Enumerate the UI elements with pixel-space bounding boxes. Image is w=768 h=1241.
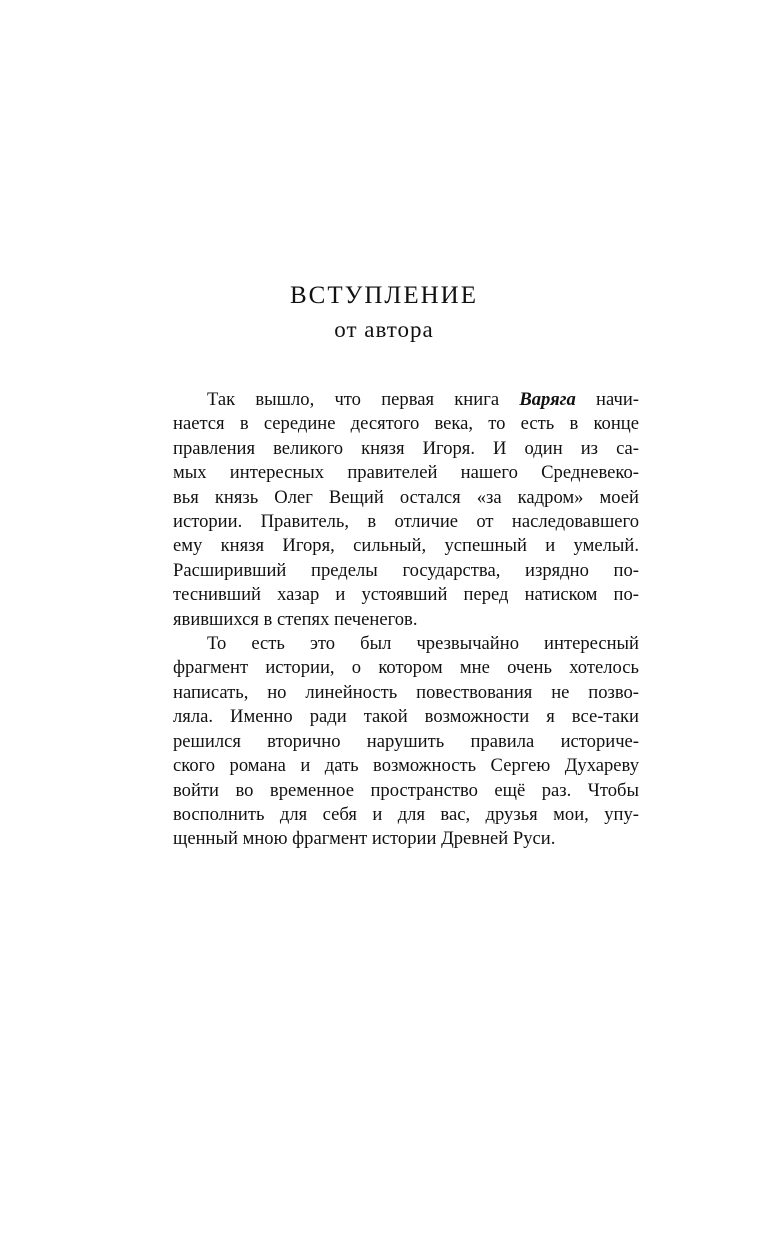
text-line	[173, 388, 639, 412]
text-line: нается в середине десятого века, то есть в конце	[173, 413, 639, 435]
text-line: ему князя Игоря, сильный, успешный и умелый.	[173, 535, 639, 557]
chapter-subtitle: от автора	[334, 317, 434, 342]
text-line: войти во временное пространство ещё раз. Чтобы	[173, 779, 639, 801]
paragraph-1	[173, 388, 639, 632]
text-line: написать, но линейность повествования не позво-	[173, 681, 639, 703]
chapter-title: ВСТУПЛЕНИЕ	[290, 282, 478, 309]
text-line: истории. Правитель, в отличие от наследовавшего	[173, 511, 639, 533]
text-line: То есть это был чрезвычайно интересный	[207, 633, 639, 655]
book-title-emphasis: Варяга	[519, 389, 576, 410]
text-line: восполнить для себя и для вас, друзья мои, упу-	[173, 803, 639, 825]
text-line: решился вторично нарушить правила историче-	[173, 730, 639, 752]
text-fragment: Так вышло, что первая книга	[207, 389, 520, 410]
text-line: мых интересных правителей нашего Средневеко-	[173, 462, 639, 484]
text-line: щенный мною фрагмент истории Древней Руси.	[173, 828, 556, 850]
text-line: фрагмент истории, о котором мне очень хотелось	[173, 657, 639, 679]
text-line: теснивший хазар и устоявший перед натиском по-	[173, 584, 639, 606]
text-line: правления великого князя Игоря. И один из са-	[173, 437, 639, 459]
text-line: ляла. Именно ради такой возможности я все-таки	[173, 706, 639, 728]
text-line: явившихся в степях печенегов.	[173, 608, 418, 630]
paragraph-2	[173, 632, 639, 852]
text-line: вья князь Олег Вещий остался «за кадром» моей	[173, 486, 639, 508]
text-fragment: начи-	[575, 389, 639, 410]
text-line: Расширивший пределы государства, изрядно по-	[173, 559, 639, 581]
text-line: ского романа и дать возможность Сергею Духареву	[173, 755, 639, 777]
body-text	[173, 388, 639, 852]
